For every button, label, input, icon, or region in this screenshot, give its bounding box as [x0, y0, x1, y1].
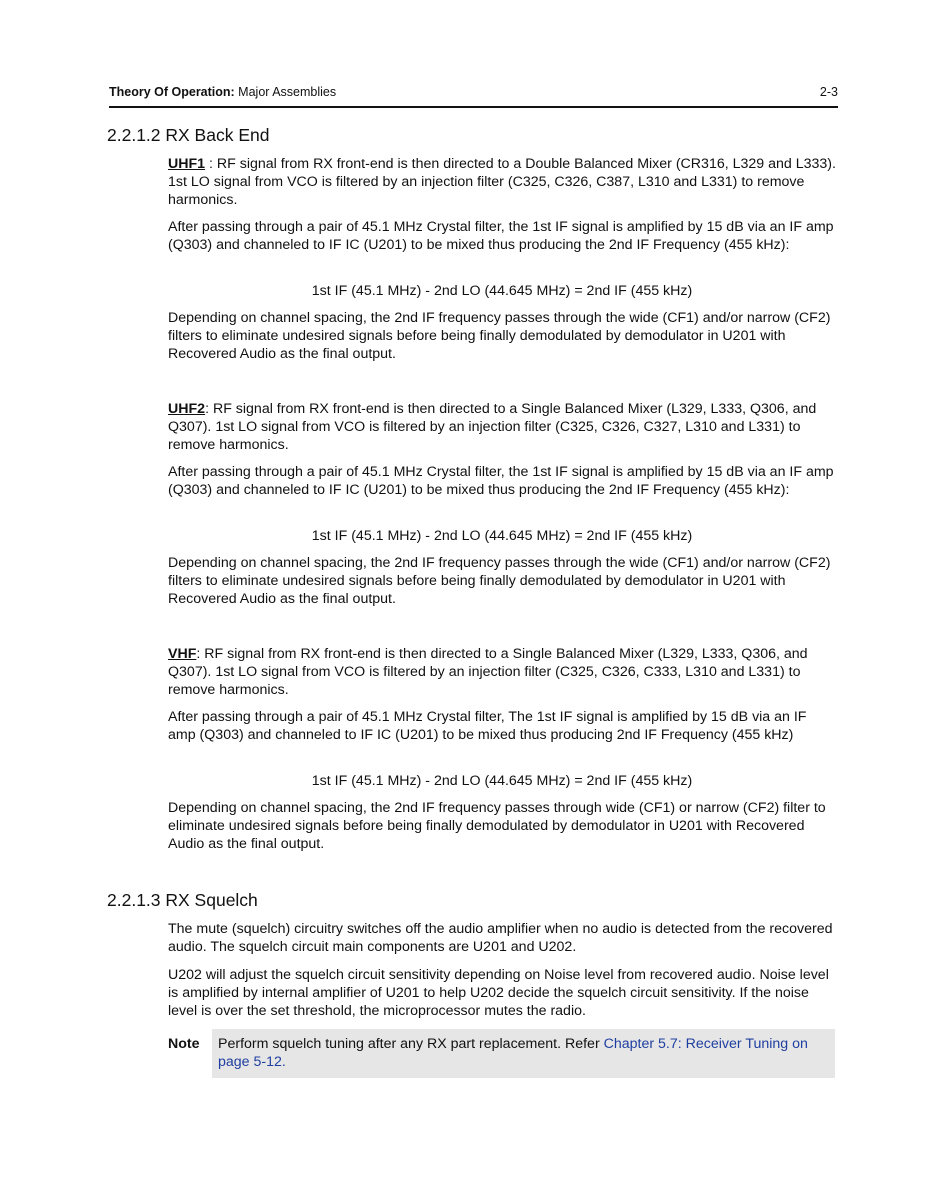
- page-number: 2-3: [819, 85, 838, 99]
- note-body: Perform squelch tuning after any RX part replacement. Refer: [218, 1036, 604, 1052]
- uhf2-demod-text: Depending on channel spacing, the 2nd IF frequency passes through the wide (CF1) and/or narrow (CF2) filters to eliminate undesired signals before being finally demodulated by demodulator in U201 with Recovered Audio as the final output.: [168, 555, 831, 608]
- uhf2-amp-text: After passing through a pair of 45.1 MHz Crystal filter, the 1st IF signal is amplified by 15 dB via an IF amp (Q303) and channeled to IF IC (U201) to be mixed thus producing the 2nd IF Frequency (455 kHz):: [168, 464, 834, 499]
- vhf-intro: [168, 645, 836, 700]
- uhf2-formula: 1st IF (45.1 MHz) - 2nd LO (44.645 MHz) = 2nd IF (455 kHz): [311, 528, 693, 544]
- page-header: [109, 82, 838, 102]
- vhf-intro-text: : RF signal from RX front-end is then directed to a Single Balanced Mixer (L329, L333, Q306, and Q307). 1st LO signal from VCO is filtered by an injection filter (C325, C326, C333, L310 and L331) to remove harmonics.: [168, 646, 808, 699]
- header-section-title: Theory Of Operation:: [109, 85, 235, 99]
- vhf-demod-text: Depending on channel spacing, the 2nd IF frequency passes through wide (CF1) or narrow (CF2) filter to eliminate undesired signals before being finally demodulated by demodulator in U201 with Recovered Audio as the final output.: [168, 800, 826, 853]
- vhf-tag: VHF: [168, 646, 197, 662]
- uhf1-tag: UHF1: [168, 156, 206, 172]
- uhf1-amp-text: After passing through a pair of 45.1 MHz Crystal filter, the 1st IF signal is amplified by 15 dB via an IF amp (Q303) and channeled to IF IC (U201) to be mixed thus producing the 2nd IF Frequency (455 kHz):: [168, 219, 834, 254]
- heading-rx-squelch: 2.2.1.3 RX Squelch: [107, 890, 258, 910]
- header-divider: [109, 106, 838, 108]
- uhf1-demod-text: Depending on channel spacing, the 2nd IF frequency passes through the wide (CF1) and/or narrow (CF2) filters to eliminate undesired signals before being finally demodulated by demodulator in U201 with Recovered Audio as the final output.: [168, 310, 831, 363]
- header-section-subtitle: Major Assemblies: [234, 85, 337, 99]
- note-text: [218, 1035, 830, 1071]
- receiver-tuning-link[interactable]: Chapter 5.7: Receiver Tuning on page 5-12.: [218, 1036, 808, 1071]
- uhf2-intro-text: : RF signal from RX front-end is then directed to a Single Balanced Mixer (L329, L333, Q306, and Q307). 1st LO signal from VCO is filtered by an injection filter (C325, C326, C327, L310 and L331) to remove harmonics.: [168, 401, 817, 454]
- uhf1-formula: 1st IF (45.1 MHz) - 2nd LO (44.645 MHz) = 2nd IF (455 kHz): [311, 283, 693, 299]
- heading-rx-back-end: 2.2.1.2 RX Back End: [107, 125, 270, 145]
- uhf1-intro-text: : RF signal from RX front-end is then directed to a Double Balanced Mixer (CR316, L329 and L333). 1st LO signal from VCO is filtered by an injection filter (C325, C326, C387, L310 and L331) to remove harmonics.: [168, 156, 836, 209]
- uhf2-tag: UHF2: [168, 401, 206, 417]
- uhf1-intro: [168, 155, 836, 210]
- squelch-para-2: U202 will adjust the squelch circuit sensitivity depending on Noise level from recovered audio. Noise level is amplified by internal amplifier of U201 to help U202 decide the squelch circuit sensitivity. If the noise level is over the set threshold, the microprocessor mutes the radio.: [168, 967, 829, 1020]
- vhf-formula: 1st IF (45.1 MHz) - 2nd LO (44.645 MHz) = 2nd IF (455 kHz): [311, 773, 693, 789]
- squelch-para-1: The mute (squelch) circuitry switches off the audio amplifier when no audio is detected from the recovered audio. The squelch circuit main components are U201 and U202.: [168, 921, 833, 956]
- uhf2-intro: [168, 400, 836, 455]
- note-label: Note: [168, 1036, 200, 1052]
- vhf-amp-text: After passing through a pair of 45.1 MHz Crystal filter, The 1st IF signal is amplified by 15 dB via an IF amp (Q303) and channeled to IF IC (U201) to be mixed thus producing 2nd IF Frequency (455 kHz): [168, 709, 807, 744]
